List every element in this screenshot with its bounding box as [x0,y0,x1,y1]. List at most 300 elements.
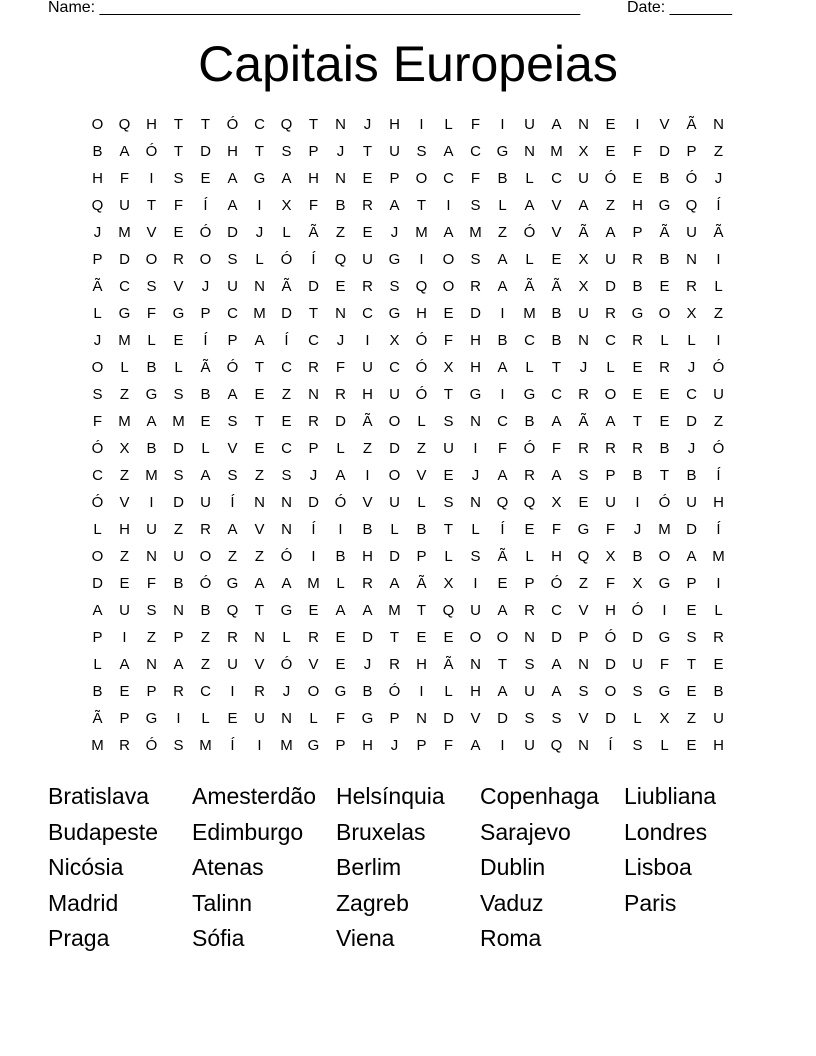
grid-letter: R [173,251,184,268]
grid-letter: A [200,467,211,484]
grid-letter: J [282,683,291,700]
grid-letter: A [551,467,562,484]
grid-letter: G [334,683,347,700]
grid-letter: O [388,413,401,430]
grid-letter: O [604,683,617,700]
grid-letter: R [362,278,373,295]
grid-letter: A [497,359,508,376]
grid-letter: E [335,278,346,295]
grid-letter: S [416,143,427,160]
grid-letter: M [307,575,320,592]
word-list-item: Vaduz [480,889,544,916]
word-list-item: Berlim [336,854,402,880]
grid-letter: L [336,575,345,592]
grid-letter: L [471,521,480,538]
grid-letter: C [551,602,562,619]
grid-row [84,222,732,249]
grid-letter: H [227,143,238,160]
grid-letter: I [149,170,154,187]
name-field-label: Name: ______________________________________________________ [48,0,581,16]
grid-letter: P [173,629,184,646]
grid-letter: T [659,467,670,484]
grid-letter: E [335,629,346,646]
grid-letter: A [254,332,265,349]
grid-letter: L [174,359,183,376]
grid-letter: F [308,197,319,214]
grid-letter: B [686,467,697,484]
grid-letter: X [605,548,616,565]
grid-letter: Ã [578,224,589,241]
grid-letter: A [146,413,157,430]
grid-letter: L [93,656,102,673]
grid-letter: Ó [658,494,671,511]
header [48,0,732,18]
grid-letter: L [444,116,453,133]
grid-letter: E [632,386,643,403]
grid-letter: Ó [415,332,428,349]
grid-letter: Ó [280,251,293,268]
grid-letter: V [227,440,238,457]
grid-letter: G [469,386,482,403]
grid-letter: H [713,737,724,754]
grid-letter: E [713,656,724,673]
word-list-item: Helsínquia [336,783,445,809]
grid-letter: I [500,305,505,322]
grid-letter: O [199,548,212,565]
grid-letter: P [686,575,697,592]
grid-letter: A [524,197,535,214]
grid-letter: N [524,143,535,160]
word-list-item: Viena [336,925,395,951]
grid-letter: Z [686,710,697,727]
grid-letter: R [713,629,724,646]
grid-letter: Z [119,386,130,403]
grid-letter: S [92,386,103,403]
grid-letter: U [389,494,400,511]
grid-row [84,384,732,411]
grid-letter: R [119,737,130,754]
grid-letter: C [281,440,292,457]
grid-letter: P [524,575,535,592]
grid-letter: Z [497,224,508,241]
grid-letter: V [551,224,562,241]
grid-letter: L [444,548,453,565]
grid-letter: E [686,602,697,619]
grid-letter: C [605,332,616,349]
grid-letter: B [335,548,346,565]
grid-letter: P [578,629,589,646]
grid-letter: D [173,440,184,457]
grid-letter: B [92,143,103,160]
grid-letter: T [308,305,319,322]
grid-letter: Ã [524,278,535,295]
word-list-item: Budapeste [48,818,158,845]
grid-letter: Q [442,602,455,619]
grid-letter: M [172,413,185,430]
grid-letter: E [281,413,292,430]
grid-letter: C [200,683,211,700]
grid-letter: U [443,440,454,457]
grid-letter: G [658,197,671,214]
grid-letter: Ã [281,278,292,295]
grid-letter: M [550,143,563,160]
grid-letter: E [443,305,454,322]
grid-letter: A [551,413,562,430]
grid-letter: X [578,143,589,160]
grid-letter: D [308,278,319,295]
grid-letter: U [524,116,535,133]
grid-letter: E [497,575,508,592]
grid-letter: H [551,548,562,565]
grid-letter: U [119,197,130,214]
grid-letter: B [335,197,346,214]
grid-row [84,330,732,357]
grid-letter: N [281,521,292,538]
grid-letter: U [362,251,373,268]
grid-letter: L [201,440,210,457]
grid-letter: J [363,116,372,133]
grid-letter: B [659,440,670,457]
grid-letter: I [716,251,721,268]
grid-letter: L [525,251,534,268]
grid-letter: C [443,170,454,187]
grid-letter: Ã [308,224,319,241]
grid-letter: B [362,521,373,538]
grid-letter: J [336,332,345,349]
grid-letter: S [146,278,157,295]
grid-letter: P [92,629,103,646]
grid-letter: E [686,683,697,700]
grid-letter: U [686,494,697,511]
grid-letter: O [604,386,617,403]
grid-letter: M [712,548,725,565]
grid-letter: Q [496,494,509,511]
grid-letter: L [714,278,723,295]
grid-letter: H [92,170,103,187]
grid-letter: A [254,575,265,592]
grid-letter: O [658,548,671,565]
grid-letter: D [173,494,184,511]
grid-letter: N [524,629,535,646]
grid-letter: Ó [523,224,536,241]
grid-letter: N [146,656,157,673]
word-list-item: Bruxelas [336,818,426,845]
grid-letter: N [254,494,265,511]
grid-letter: P [416,548,427,565]
grid-letter: S [389,278,400,295]
grid-letter: Ó [388,683,401,700]
grid-letter: R [362,575,373,592]
grid-letter: H [362,548,373,565]
grid-letter: L [309,710,318,727]
grid-letter: R [632,440,643,457]
grid-letter: E [443,467,454,484]
grid-letter: N [173,602,184,619]
word-list-item: Lisboa [624,854,692,880]
grid-letter: Ó [145,737,158,754]
grid-letter: U [146,521,157,538]
grid-letter: P [308,143,319,160]
grid-letter: J [201,278,210,295]
grid-letter: A [227,521,238,538]
grid-letter: E [362,170,373,187]
grid-letter: M [253,305,266,322]
grid-letter: L [525,359,534,376]
grid-letter: B [551,305,562,322]
grid-letter: T [308,116,319,133]
grid-letter: D [686,413,697,430]
grid-letter: I [257,737,262,754]
grid-letter: L [282,629,291,646]
grid-letter: H [713,494,724,511]
grid-letter: G [253,170,266,187]
grid-letter: Ó [280,548,293,565]
grid-letter: I [230,683,235,700]
grid-letter: C [119,278,130,295]
grid-letter: O [496,629,509,646]
grid-letter: I [635,494,640,511]
grid-letter: H [146,116,157,133]
grid-letter: R [389,656,400,673]
grid-letter: F [551,521,562,538]
grid-letter: N [416,710,427,727]
grid-letter: Ó [550,575,563,592]
grid-letter: A [551,116,562,133]
grid-letter: G [577,521,590,538]
grid-letter: A [227,386,238,403]
grid-letter: U [173,548,184,565]
grid-letter: L [282,224,291,241]
grid-letter: O [388,467,401,484]
grid-letter: A [443,224,454,241]
grid-letter: L [417,413,426,430]
grid-letter: D [92,575,103,592]
grid-letter: R [200,521,211,538]
grid-letter: F [146,575,157,592]
grid-letter: C [551,386,562,403]
grid-letter: F [173,197,184,214]
grid-letter: V [578,602,589,619]
grid-letter: V [416,467,427,484]
grid-letter: P [416,737,427,754]
grid-letter: M [388,602,401,619]
grid-letter: D [605,278,616,295]
grid-letter: L [444,683,453,700]
grid-letter: F [605,575,616,592]
grid-row [84,438,732,465]
grid-letter: A [551,656,562,673]
grid-letter: R [227,629,238,646]
grid-letter: Í [203,197,208,214]
grid-letter: I [257,197,262,214]
grid-letter: B [659,251,670,268]
grid-letter: I [635,116,640,133]
grid-letter: I [500,116,505,133]
grid-letter: H [632,197,643,214]
grid-letter: Ó [712,359,725,376]
grid-letter: N [254,629,265,646]
grid-row [84,249,732,276]
grid-letter: B [632,467,643,484]
grid-letter: J [93,332,102,349]
grid-letter: L [525,170,534,187]
word-list-item: Amesterdão [192,783,317,809]
grid-letter: X [578,278,589,295]
grid-row [84,465,732,492]
grid-letter: F [92,413,103,430]
grid-letter: F [659,656,670,673]
grid-letter: Ã [659,224,670,241]
grid-letter: L [714,602,723,619]
grid-letter: H [416,656,427,673]
grid-letter: S [173,737,184,754]
grid-letter: A [227,197,238,214]
grid-letter: D [200,143,211,160]
grid-letter: H [470,332,481,349]
grid-letter: N [470,656,481,673]
grid-letter: B [551,332,562,349]
grid-letter: Í [716,197,721,214]
grid-letter: S [227,467,238,484]
grid-letter: B [497,332,508,349]
grid-letter: D [497,710,508,727]
grid-letter: X [659,710,670,727]
page-title: Capitais Europeias [198,36,618,92]
grid-letter: N [281,494,292,511]
grid-letter: Ó [226,116,239,133]
grid-letter: C [308,332,319,349]
grid-letter: Ó [280,656,293,673]
grid-letter: Ó [334,494,347,511]
grid-letter: U [119,602,130,619]
grid-letter: L [147,332,156,349]
grid-row [84,303,732,330]
grid-letter: F [497,440,508,457]
grid-letter: Ó [604,629,617,646]
grid-letter: S [281,467,292,484]
grid-letter: Z [605,197,616,214]
word-list-item: Madrid [48,889,119,916]
grid-letter: Ó [523,440,536,457]
grid-letter: U [254,710,265,727]
grid-row [84,708,732,735]
grid-letter: U [686,224,697,241]
grid-letter: M [415,224,428,241]
grid-letter: T [551,359,562,376]
grid-letter: O [199,251,212,268]
grid-letter: D [362,629,373,646]
grid-letter: I [716,332,721,349]
grid-letter: D [335,413,346,430]
grid-letter: P [92,251,103,268]
grid-letter: G [118,305,131,322]
grid-letter: R [605,305,616,322]
grid-letter: G [658,683,671,700]
grid-row [84,168,732,195]
grid-letter: C [389,359,400,376]
grid-letter: Z [335,224,346,241]
grid-letter: R [308,359,319,376]
grid-letter: U [389,386,400,403]
grid-letter: Z [200,656,211,673]
word-list-item: Bratislava [48,783,149,809]
grid-letter: N [578,332,589,349]
grid-letter: A [281,575,292,592]
grid-letter: H [605,602,616,619]
grid-letter: Q [577,548,590,565]
grid-letter: J [714,170,723,187]
grid-letter: F [632,143,643,160]
grid-letter: Ó [145,143,158,160]
grid-letter: D [551,629,562,646]
grid-letter: D [632,629,643,646]
grid-letter: C [362,305,373,322]
grid-letter: E [200,413,211,430]
grid-letter: M [91,737,104,754]
grid-letter: G [361,710,374,727]
grid-letter: T [254,602,265,619]
grid-letter: A [497,251,508,268]
grid-letter: A [362,602,373,619]
grid-letter: J [390,737,399,754]
grid-letter: C [227,305,238,322]
grid-letter: A [605,413,616,430]
grid-letter: Q [415,278,428,295]
grid-letter: L [660,332,669,349]
grid-letter: A [281,170,292,187]
grid-letter: O [307,683,320,700]
grid-letter: Ó [415,359,428,376]
grid-letter: F [119,170,130,187]
grid-letter: A [119,656,130,673]
grid-letter: Ã [686,116,697,133]
grid-letter: A [497,467,508,484]
grid-letter: X [578,251,589,268]
grid-letter: X [443,575,454,592]
grid-letter: R [470,278,481,295]
grid-letter: I [176,710,181,727]
grid-letter: F [443,332,454,349]
grid-letter: E [551,251,562,268]
grid-letter: Q [334,251,347,268]
grid-letter: M [118,332,131,349]
grid-letter: Í [203,332,208,349]
grid-letter: J [471,467,480,484]
word-list-item: Sarajevo [480,818,571,845]
grid-letter: V [308,656,319,673]
grid-letter: P [308,440,319,457]
grid-letter: V [119,494,130,511]
grid-letter: S [146,602,157,619]
grid-letter: I [149,494,154,511]
grid-row [84,573,732,600]
grid-letter: Ó [685,170,698,187]
grid-letter: L [498,197,507,214]
grid-letter: G [388,305,401,322]
grid-letter: E [659,386,670,403]
word-list-item: Nicósia [48,854,124,880]
grid-letter: E [308,602,319,619]
grid-letter: Ã [497,548,508,565]
word-list-item: Paris [624,889,677,916]
grid-letter: Í [284,332,289,349]
grid-letter: P [146,683,157,700]
grid-letter: I [365,467,370,484]
grid-letter: F [470,116,481,133]
grid-letter: B [200,386,211,403]
grid-letter: T [254,413,265,430]
grid-letter: S [281,143,292,160]
